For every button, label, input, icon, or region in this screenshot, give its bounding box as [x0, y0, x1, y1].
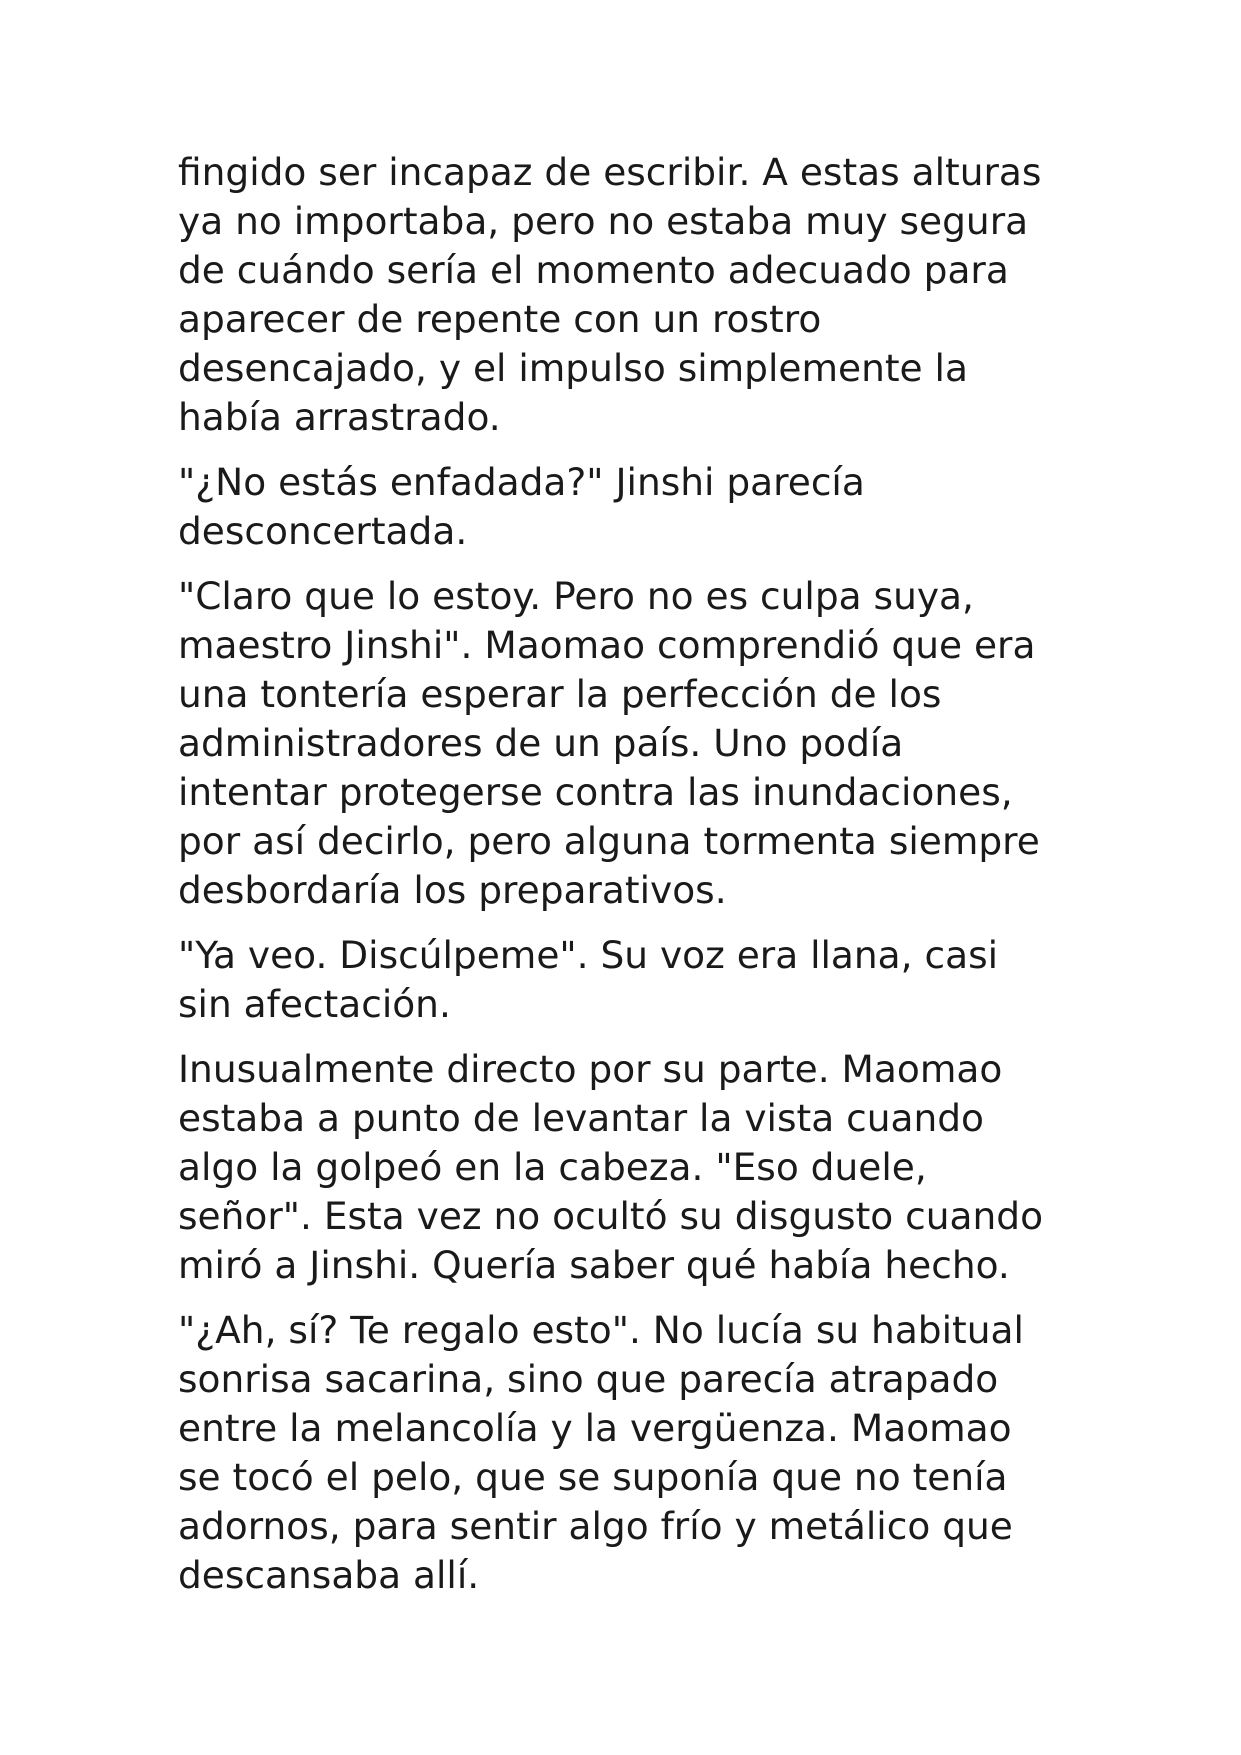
text-line: descansaba allí. — [178, 1553, 480, 1597]
text-line: estaba a punto de levantar la vista cuando — [178, 1096, 984, 1140]
text-line: una tontería esperar la perfección de los — [178, 672, 942, 716]
text-line: miró a Jinshi. Quería saber qué había hecho. — [178, 1243, 1010, 1287]
text-line: intentar protegerse contra las inundaciones, — [178, 770, 1013, 814]
text-line: desbordaría los preparativos. — [178, 868, 727, 912]
paragraph-4 — [178, 931, 1078, 1029]
paragraph-5 — [178, 1045, 1078, 1290]
text-line: señor". Esta vez no ocultó su disgusto cuando — [178, 1194, 1044, 1238]
text-line: aparecer de repente con un rostro — [178, 297, 822, 341]
text-line: ya no importaba, pero no estaba muy segura — [178, 199, 1029, 243]
text-line: algo la golpeó en la cabeza. "Eso duele, — [178, 1145, 927, 1189]
text-line: por así decirlo, pero alguna tormenta siempre — [178, 819, 1040, 863]
text-line: maestro Jinshi". Maomao comprendió que era — [178, 623, 1036, 667]
text-line: entre la melancolía y la vergüenza. Maomao — [178, 1406, 1012, 1450]
text-line: "Claro que lo estoy. Pero no es culpa suya, — [178, 574, 974, 618]
paragraph-1 — [178, 148, 1078, 442]
text-line: había arrastrado. — [178, 395, 501, 439]
text-line: administradores de un país. Uno podía — [178, 721, 904, 765]
text-line: "¿No estás enfadada?" Jinshi parecía — [178, 460, 865, 504]
text-line: sonrisa sacarina, sino que parecía atrapado — [178, 1357, 999, 1401]
text-line: "¿Ah, sí? Te regalo esto". No lucía su habitual — [178, 1308, 1024, 1352]
text-line: desconcertada. — [178, 509, 468, 553]
text-line: adornos, para sentir algo frío y metálico que — [178, 1504, 1013, 1548]
text-line: "Ya veo. Discúlpeme". Su voz era llana, casi — [178, 933, 999, 977]
text-line: desencajado, y el impulso simplemente la — [178, 346, 968, 390]
body-text — [178, 148, 1078, 1616]
text-line: de cuándo sería el momento adecuado para — [178, 248, 1009, 292]
paragraph-2 — [178, 458, 1078, 556]
text-line: fingido ser incapaz de escribir. A estas alturas — [178, 150, 1042, 194]
text-line: Inusualmente directo por su parte. Maomao — [178, 1047, 1003, 1091]
paragraph-3 — [178, 572, 1078, 915]
text-line: sin afectación. — [178, 982, 451, 1026]
paragraph-6 — [178, 1306, 1078, 1600]
text-line: se tocó el pelo, que se suponía que no tenía — [178, 1455, 1008, 1499]
